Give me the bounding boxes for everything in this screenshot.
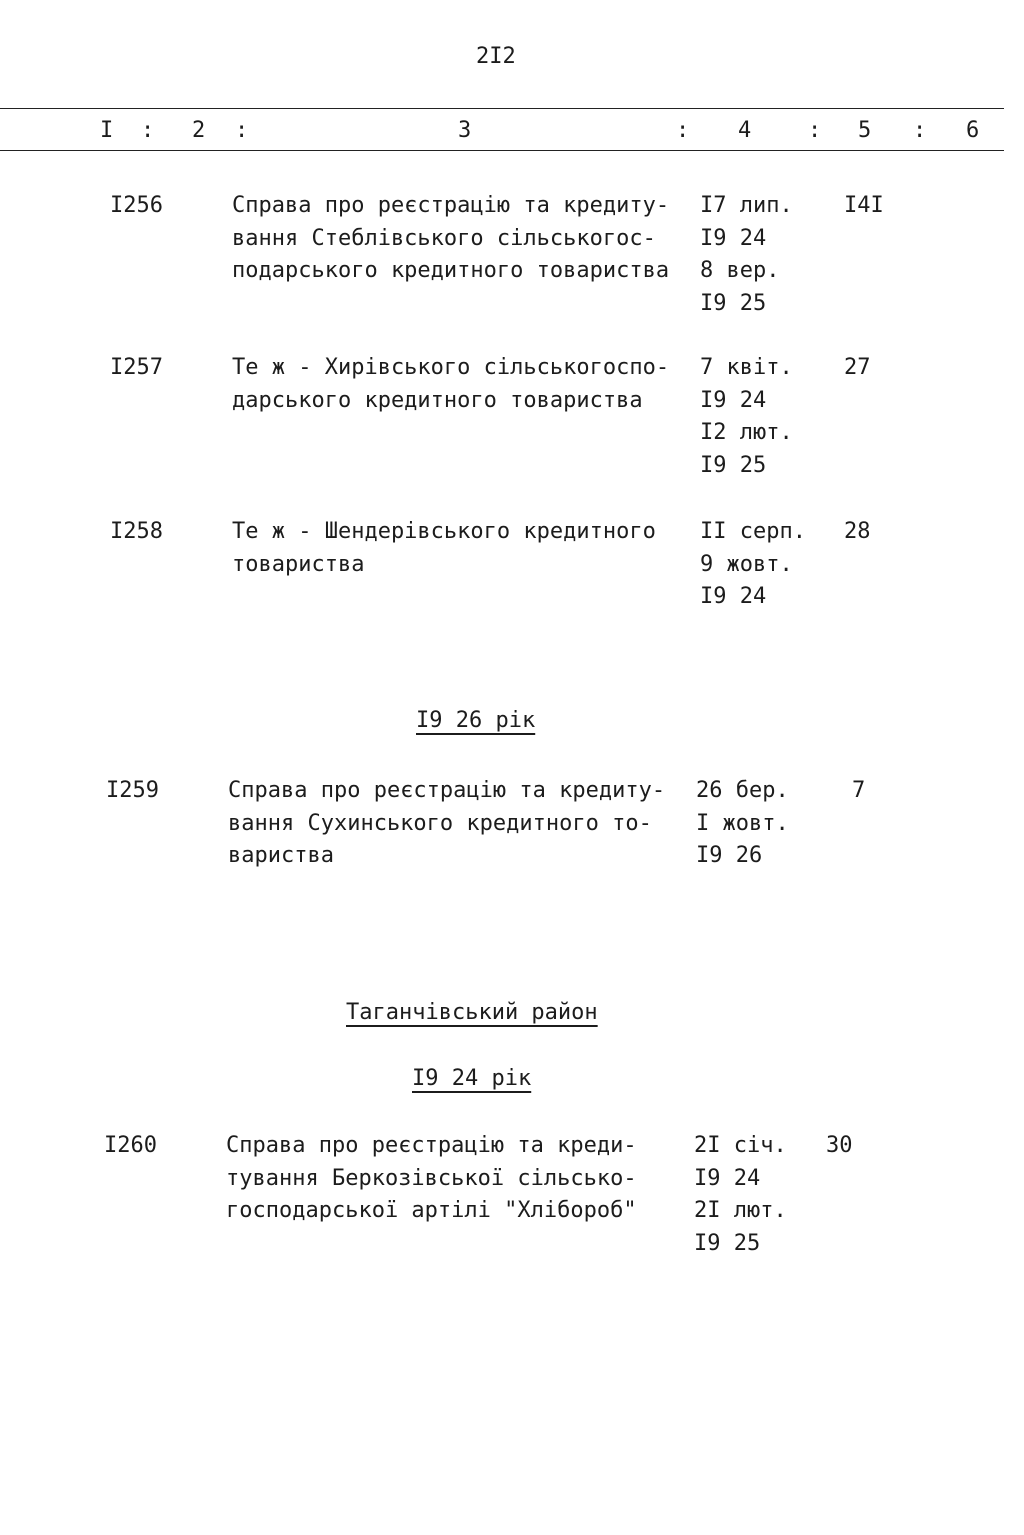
date-line: I жовт. (696, 810, 789, 836)
column-header-6: 6 (966, 118, 980, 143)
date-line: I9 25 (700, 452, 767, 478)
description-line: подарського кредитного товариства (232, 258, 670, 283)
district-heading: Таганчівський район (346, 1000, 598, 1025)
column-header-5: 5 (858, 118, 872, 143)
date-line: 26 бер. (696, 778, 789, 803)
date-line: I9 25 (700, 290, 767, 316)
entry-number: I258 (110, 519, 163, 544)
description-line: Справа про реєстрацію та креди- (226, 1133, 637, 1158)
table-top-rule (0, 108, 1004, 109)
description-line: Те ж - Хирівського сільськогоспо- (232, 355, 670, 380)
entry-number: I256 (110, 193, 163, 218)
entry-dates (700, 516, 806, 614)
entry-description (228, 775, 665, 873)
column-header-1: I (100, 118, 114, 143)
table-header-rule (0, 150, 1004, 151)
description-line: дарського кредитного товариства (232, 387, 643, 413)
column-header-4: 4 (738, 118, 752, 143)
description-line: вання Сухинського кредитного то- (228, 810, 652, 836)
entry-number: I259 (106, 778, 159, 803)
description-line: вариства (228, 843, 334, 868)
date-line: I2 лют. (700, 420, 793, 445)
date-line: II серп. (700, 519, 806, 544)
entry-description (232, 190, 669, 288)
entry-sheet-count: 7 (852, 778, 866, 803)
date-line: I9 24 (700, 387, 767, 413)
year-heading: I9 26 рік (416, 708, 536, 733)
date-line: I9 24 (700, 584, 767, 609)
column-header-3: 3 (458, 118, 472, 143)
description-line: товариства (232, 551, 365, 577)
description-line: Справа про реєстрацію та кредиту- (232, 193, 670, 218)
date-line: I9 25 (694, 1230, 761, 1256)
column-separator: : (913, 118, 927, 143)
entry-description (232, 516, 656, 581)
description-line: тування Беркозівської сільсько- (226, 1165, 637, 1191)
description-line: господарської артілі "Хлібороб" (226, 1198, 637, 1223)
column-separator: : (808, 118, 822, 143)
entry-number: I260 (104, 1133, 157, 1158)
date-line: 2I січ. (694, 1133, 787, 1158)
entry-dates (694, 1130, 787, 1260)
page-number: 2I2 (476, 44, 516, 69)
entry-dates (700, 190, 793, 320)
column-header-2: 2 (192, 118, 206, 143)
date-line: I9 24 (700, 225, 767, 251)
column-separator: : (235, 118, 249, 143)
description-line: Те ж - Шендерівського кредитного (232, 519, 656, 544)
entry-sheet-count: 28 (844, 519, 871, 544)
entry-sheet-count: 27 (844, 355, 871, 380)
date-line: 9 жовт. (700, 551, 793, 577)
description-line: вання Стеблівського сільськогос- (232, 225, 656, 251)
entry-dates (700, 352, 793, 482)
date-line: 2I лют. (694, 1198, 787, 1223)
description-line: Справа про реєстрацію та кредиту- (228, 778, 666, 803)
entry-sheet-count: I4I (844, 193, 884, 218)
date-line: I7 лип. (700, 193, 793, 218)
column-separator: : (676, 118, 690, 143)
year-heading: I9 24 рік (412, 1066, 532, 1091)
entry-description (232, 352, 669, 417)
date-line: 7 квіт. (700, 355, 793, 380)
entry-number: I257 (110, 355, 163, 380)
date-line: I9 24 (694, 1165, 761, 1191)
column-separator: : (141, 118, 155, 143)
date-line: 8 вер. (700, 258, 780, 283)
entry-dates (696, 775, 789, 873)
date-line: I9 26 (696, 843, 763, 868)
entry-sheet-count: 30 (826, 1133, 853, 1158)
entry-description (226, 1130, 637, 1228)
